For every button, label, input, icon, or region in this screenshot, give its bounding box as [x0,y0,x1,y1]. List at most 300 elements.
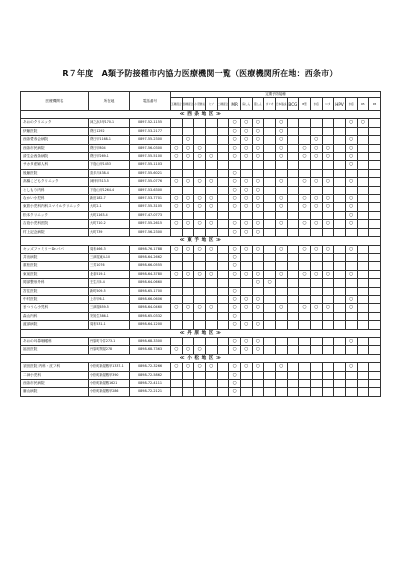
table-row [21,363,381,371]
vaccine-header: ヒブ [205,98,217,111]
facility-phone: 0898-66-0606 [130,295,171,303]
facility-name: 重松医院 [21,262,89,270]
vaccine-cell [357,228,369,236]
table-row [21,161,381,169]
vaccine-cell [310,119,322,127]
vaccine-cell [310,337,322,345]
vaccine-cell: ○ [252,279,264,287]
vaccine-cell: ○ [252,136,264,144]
facility-name: 高橋こどもクリニック [21,178,89,186]
facility-address: 丹原町関屋278 [89,346,130,354]
vaccine-cell [369,211,381,219]
vaccine-cell [357,203,369,211]
vaccine-cell [205,371,217,379]
facility-phone: 0898-64-2662 [130,253,171,261]
vaccine-cell [182,119,194,127]
vaccine-cell [264,195,276,203]
vaccine-cell [264,295,276,303]
vaccine-cell: ○ [171,144,183,152]
vaccine-cell [345,380,357,388]
facility-name: サカタ産婦人科 [21,161,89,169]
vaccine-cell [264,262,276,270]
vaccine-cell [171,127,183,135]
vaccine-cell [369,195,381,203]
vaccine-cell: ○ [205,304,217,312]
vaccine-cell [217,169,229,177]
facility-address: 三芳1076 [89,262,130,270]
vaccine-cell [182,186,194,194]
table-row [21,321,381,329]
vaccine-cell [334,388,346,396]
vaccine-cell: ○ [182,195,194,203]
vaccine-cell [357,136,369,144]
vaccine-cell [264,270,276,278]
vaccine-cell [194,161,206,169]
vaccine-cell [217,186,229,194]
vaccine-cell [334,279,346,287]
vaccine-cell: ○ [322,203,334,211]
facility-address: 新町509-5 [89,287,130,295]
vaccine-cell: ○ [252,220,264,228]
vaccine-cell [357,295,369,303]
vaccine-cell [299,337,311,345]
vaccine-cell [357,169,369,177]
vaccine-cell [275,295,287,303]
vaccine-cell: ○ [240,136,252,144]
vaccine-cell [194,279,206,287]
facility-phone: 0898-64-0660 [130,279,171,287]
vaccine-cell [357,363,369,371]
vaccine-cell [334,262,346,270]
region-label: ≪ 東 予 地 区 ≫ [21,237,381,245]
vaccine-cell [299,228,311,236]
vaccine-cell: ○ [194,203,206,211]
vaccine-cell: ○ [310,220,322,228]
vaccine-cell [299,346,311,354]
vaccine-cell: ○ [345,153,357,161]
vaccine-cell [287,346,299,354]
vaccine-cell [287,253,299,261]
vaccine-cell [310,127,322,135]
vaccine-cell [252,161,264,169]
table-row [21,287,381,295]
vaccine-cell [217,245,229,253]
facility-address: 小松町新屋敷甲390 [89,371,130,379]
vaccine-header: 二種混合 [217,98,229,111]
vaccine-cell: ○ [252,295,264,303]
vaccine-cell: ○ [322,245,334,253]
header-address: 所在地 [89,92,130,111]
vaccine-cell: ○ [194,304,206,312]
vaccine-cell: ○ [310,195,322,203]
vaccine-cell [182,371,194,379]
vaccine-cell [334,136,346,144]
vaccine-cell [171,211,183,219]
vaccine-cell [182,287,194,295]
vaccine-cell [287,119,299,127]
vaccine-cell: ○ [345,363,357,371]
table-row [21,253,381,261]
vaccine-cell: ○ [322,304,334,312]
vaccine-cell [287,136,299,144]
vaccine-cell [334,178,346,186]
table-body [21,111,381,397]
vaccine-cell [334,270,346,278]
vaccine-cell [334,127,346,135]
vaccine-cell [252,371,264,379]
vaccine-cell [194,136,206,144]
vaccine-cell: ○ [229,388,241,396]
vaccine-cell [264,220,276,228]
vaccine-header: HPV [334,98,346,111]
vaccine-cell: ○ [322,144,334,152]
facility-name: あおのクリニック [21,119,89,127]
vaccine-cell [264,321,276,329]
facility-table [20,91,381,397]
facility-name: 宮住医院 [21,287,89,295]
vaccine-cell: ○ [229,312,241,320]
table-row [21,144,381,152]
vaccine-header: 小児肺炎 [194,98,206,111]
vaccine-cell [229,279,241,287]
vaccine-header: R5 [369,98,381,111]
vaccine-cell [171,228,183,236]
vaccine-cell: ○ [252,178,264,186]
vaccine-cell: ○ [229,195,241,203]
vaccine-cell [171,321,183,329]
vaccine-cell: ○ [205,270,217,278]
vaccine-cell [322,119,334,127]
table-row [21,380,381,388]
vaccine-cell [299,371,311,379]
vaccine-cell [171,253,183,261]
vaccine-cell: ○ [252,144,264,152]
vaccine-cell [205,321,217,329]
vaccine-cell: ○ [275,144,287,152]
vaccine-cell: ○ [205,245,217,253]
vaccine-cell [217,220,229,228]
vaccine-cell [252,262,264,270]
vaccine-cell [205,186,217,194]
vaccine-cell [264,363,276,371]
facility-address: 三津屋東4-10 [89,253,130,261]
vaccine-cell [217,161,229,169]
facility-phone: 0897-47-0773 [130,211,171,219]
vaccine-cell [334,380,346,388]
vaccine-cell [171,312,183,320]
vaccine-cell [334,253,346,261]
header-phone: 電話番号 [130,92,171,111]
facility-phone: 0897-53-7701 [130,195,171,203]
vaccine-cell [205,346,217,354]
vaccine-cell: ○ [229,127,241,135]
vaccine-cell: ○ [182,363,194,371]
facility-name: 岡部整形外科 [21,279,89,287]
vaccine-cell [264,245,276,253]
vaccine-cell [334,211,346,219]
vaccine-cell [369,321,381,329]
vaccine-cell [369,279,381,287]
vaccine-cell: ○ [194,153,206,161]
vaccine-cell: ○ [252,245,264,253]
facility-address: 朔日甲269-1 [89,153,130,161]
vaccine-cell [217,178,229,186]
vaccine-cell: ○ [229,363,241,371]
vaccine-cell [194,388,206,396]
region-row [21,329,381,337]
vaccine-cell: ○ [275,220,287,228]
table-row [21,304,381,312]
vaccine-cell: ○ [345,211,357,219]
vaccine-cell [322,287,334,295]
vaccine-cell [299,312,311,320]
facility-name: 西条市民病院 [21,380,89,388]
facility-name: 村上記念病院 [21,228,89,236]
vaccine-cell [334,195,346,203]
vaccine-cell: ○ [194,363,206,371]
vaccine-cell [171,295,183,303]
vaccine-cell [357,161,369,169]
vaccine-header: 風しん [252,98,264,111]
vaccine-cell [217,287,229,295]
table-row [21,270,381,278]
vaccine-cell: ○ [240,363,252,371]
table-row [21,312,381,320]
vaccine-cell: ○ [322,178,334,186]
vaccine-cell: ○ [182,178,194,186]
vaccine-cell [287,211,299,219]
vaccine-cell: ○ [252,346,264,354]
vaccine-cell [287,220,299,228]
table-row [21,178,381,186]
vaccine-cell [287,287,299,295]
vaccine-cell: ○ [182,245,194,253]
vaccine-cell [287,337,299,345]
vaccine-cell [171,279,183,287]
vaccine-cell [345,346,357,354]
vaccine-cell: ○ [252,228,264,236]
vaccine-cell [194,312,206,320]
vaccine-cell [310,371,322,379]
vaccine-header: R5 [357,98,369,111]
vaccine-cell [310,287,322,295]
facility-address: 壬生川5-4 [89,279,130,287]
vaccine-cell [334,153,346,161]
vaccine-cell [205,287,217,295]
vaccine-cell [194,380,206,388]
vaccine-cell [299,262,311,270]
vaccine-cell [264,144,276,152]
vaccine-cell [334,295,346,303]
vaccine-cell [205,388,217,396]
vaccine-cell: ○ [345,295,357,303]
vaccine-header: 日本脳炎 [275,98,287,111]
vaccine-cell [275,169,287,177]
vaccine-cell [217,346,229,354]
table-row [21,220,381,228]
vaccine-cell [334,161,346,169]
vaccine-cell [322,161,334,169]
vaccine-cell: ○ [229,321,241,329]
vaccine-cell [334,346,346,354]
vaccine-cell [357,312,369,320]
vaccine-cell [229,161,241,169]
vaccine-cell [334,228,346,236]
vaccine-cell: ○ [229,144,241,152]
vaccine-cell [322,211,334,219]
vaccine-cell: ○ [182,136,194,144]
vaccine-cell [205,337,217,345]
vaccine-cell: ○ [275,153,287,161]
vaccine-cell: ○ [345,245,357,253]
vaccine-cell [357,211,369,219]
facility-address: 大町710-2 [89,220,130,228]
vaccine-cell [182,321,194,329]
vaccine-cell [345,262,357,270]
vaccine-cell: ○ [205,195,217,203]
vaccine-cell [369,363,381,371]
vaccine-cell [194,169,206,177]
table-row [21,153,381,161]
facility-phone: 0897-55-3105 [130,203,171,211]
vaccine-cell [357,186,369,194]
vaccine-cell [322,380,334,388]
vaccine-cell: ○ [171,203,183,211]
vaccine-cell [264,119,276,127]
vaccine-cell [252,169,264,177]
table-row [21,346,381,354]
vaccine-cell [310,363,322,371]
vaccine-cell [310,211,322,219]
vaccine-cell [264,228,276,236]
vaccine-cell [171,287,183,295]
vaccine-cell [240,169,252,177]
vaccine-cell [275,186,287,194]
table-row [21,169,381,177]
facility-address: 下島山甲1264-4 [89,186,130,194]
vaccine-cell: ○ [194,144,206,152]
vaccine-cell [287,312,299,320]
vaccine-cell [252,287,264,295]
vaccine-cell [264,161,276,169]
vaccine-cell [275,312,287,320]
vaccine-cell: ○ [171,245,183,253]
vaccine-cell: ○ [252,363,264,371]
vaccine-cell [171,161,183,169]
vaccine-cell: ○ [205,153,217,161]
vaccine-cell: ○ [229,136,241,144]
vaccine-header: 四種混合 [182,98,194,111]
vaccine-cell: ○ [299,220,311,228]
vaccine-cell: ○ [240,178,252,186]
table-row [21,279,381,287]
vaccine-cell: ○ [194,195,206,203]
vaccine-cell [217,270,229,278]
vaccine-cell [264,337,276,345]
vaccine-cell [240,380,252,388]
vaccine-cell [345,253,357,261]
vaccine-cell [310,321,322,329]
vaccine-cell [334,119,346,127]
vaccine-cell: ○ [275,363,287,371]
vaccine-cell: ○ [275,245,287,253]
facility-address: 神拝甲313-5 [89,178,130,186]
vaccine-cell [275,321,287,329]
vaccine-cell [357,144,369,152]
vaccine-cell [229,211,241,219]
vaccine-cell [357,153,369,161]
vaccine-cell [205,211,217,219]
vaccine-cell [322,228,334,236]
vaccine-cell [369,253,381,261]
vaccine-cell: ○ [310,203,322,211]
vaccine-cell [357,279,369,287]
vaccine-cell [264,346,276,354]
facility-phone: 0897-55-6021 [130,169,171,177]
vaccine-cell: ○ [229,380,241,388]
vaccine-cell [369,203,381,211]
facility-phone: 0898-65-1700 [130,287,171,295]
vaccine-cell: ○ [240,186,252,194]
vaccine-cell [205,136,217,144]
vaccine-header: MR [229,98,241,111]
vaccine-cell: ○ [322,153,334,161]
vaccine-header: ロタ [322,98,334,111]
vaccine-cell [264,312,276,320]
facility-address: 新田182-7 [89,195,130,203]
vaccine-header: 水痘 [345,98,357,111]
vaccine-cell: ○ [345,144,357,152]
vaccine-cell: ○ [229,337,241,345]
vaccine-header: 麻しん [240,98,252,111]
facility-address: 周布466-3 [89,245,130,253]
vaccine-cell: ○ [275,136,287,144]
facility-address: 朔日甲804 [89,144,130,152]
vaccine-cell [205,295,217,303]
vaccine-cell [217,253,229,261]
facility-name: 伊藤医院 [21,127,89,135]
vaccine-cell [194,119,206,127]
vaccine-cell [217,279,229,287]
vaccine-cell [345,388,357,396]
vaccine-cell [322,312,334,320]
vaccine-cell [264,136,276,144]
vaccine-cell: ○ [322,220,334,228]
table-row [21,195,381,203]
region-row [21,237,381,245]
facility-address: 小松町新屋敷甲286 [89,388,130,396]
facility-name: 藤山病院 [21,388,89,396]
vaccine-cell: ○ [229,220,241,228]
vaccine-cell: ○ [345,220,357,228]
vaccine-cell: ○ [240,144,252,152]
vaccine-cell [217,304,229,312]
vaccine-cell [310,253,322,261]
vaccine-cell [322,169,334,177]
vaccine-cell [334,169,346,177]
vaccine-cell [194,253,206,261]
vaccine-cell [217,371,229,379]
vaccine-cell [299,253,311,261]
vaccine-cell [369,388,381,396]
vaccine-cell [205,262,217,270]
vaccine-cell [322,279,334,287]
vaccine-cell [310,346,322,354]
region-label: ≪ 西 条 地 区 ≫ [21,111,381,119]
vaccine-cell [287,144,299,152]
vaccine-cell [264,388,276,396]
facility-phone: 0898-66-0555 [130,262,171,270]
